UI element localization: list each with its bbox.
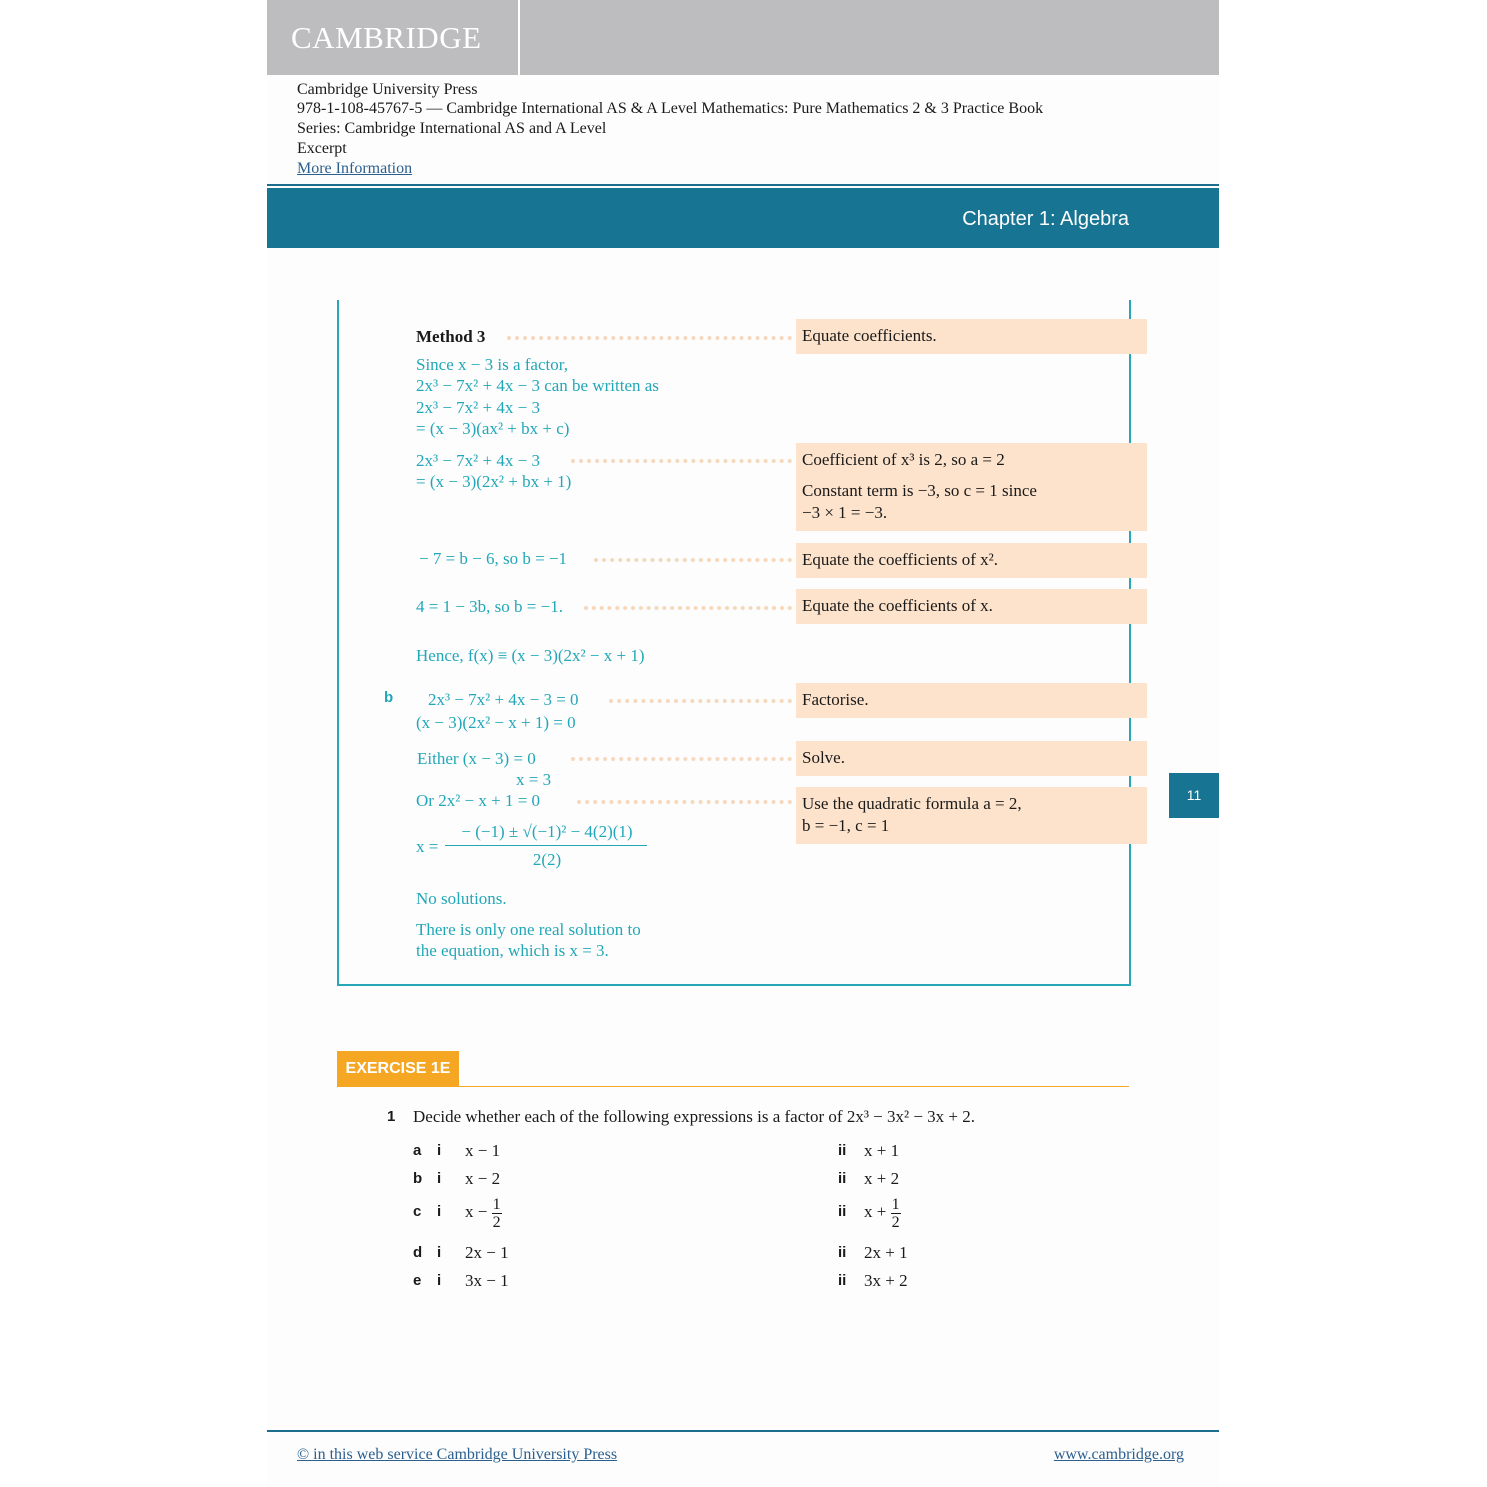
item-expr [864,1192,901,1232]
leader-dots [594,558,792,562]
note-quad-2: b = −1, c = 1 [802,816,890,835]
quadratic-numerator: − (−1) ± √(−1)² − 4(2)(1) [461,822,633,841]
note-constant-2: −3 × 1 = −3. [802,503,888,522]
isbn-title: 978-1-108-45767-5 — Cambridge International AS & A Level Mathematics: Pure Mathematics 2 & 3 Practice Book [297,100,1044,117]
leader-dots [507,336,792,340]
item-roman: i [437,1244,442,1261]
excerpt: Excerpt [297,140,347,157]
item-expr: x − 2 [465,1169,501,1188]
note-quad-1: Use the quadratic formula a = 2, [802,794,1022,813]
item-letter: d [413,1244,423,1261]
chapter-band [267,188,1219,248]
footer-rule [267,1430,1219,1432]
item-roman: ii [838,1272,847,1289]
or-line: Or 2x² − x + 1 = 0 [416,791,541,810]
hence-line: Hence, f(x) ≡ (x − 3)(2x² − x + 1) [416,646,645,665]
conclusion-2: the equation, which is x = 3. [416,941,609,960]
leader-dots [584,606,792,610]
item-letter: c [413,1203,422,1220]
item-expr: 2x − 1 [465,1243,509,1262]
item-expr: x − 1 [465,1141,501,1160]
item-expr: 2x + 1 [864,1243,908,1262]
note-quadratic [796,787,1147,844]
x3-line: x = 3 [516,770,552,789]
question-text: Decide whether each of the following expressions is a factor of 2x³ − 3x² − 3x + 2. [413,1107,976,1126]
b-eq2-line: 4 = 1 − 3b, so b = −1. [416,597,563,616]
header-rule [267,184,1219,186]
page [267,0,1219,1487]
leader-dots [571,459,792,463]
b-eq1-line: − 7 = b − 6, so b = −1 [419,549,568,568]
item-expr-prefix: x + [864,1202,887,1221]
item-roman: ii [838,1170,847,1187]
cambridge-logo: CAMBRIDGE [291,20,482,55]
fraction-bar [445,845,647,846]
fraction-numerator: 1 [891,1195,900,1213]
item-expr: x + 2 [864,1169,900,1188]
eq-b2-line: (x − 3)(2x² − x + 1) = 0 [416,713,576,732]
item-roman: ii [838,1142,847,1159]
note-coef-x3: Coefficient of x³ is 2, so a = 2 [802,450,1005,469]
exercise-rule [459,1086,1129,1087]
exercise-label: EXERCISE 1E [337,1051,459,1087]
eq-b1-line: 2x³ − 7x² + 4x − 3 = 0 [428,690,579,709]
expr1-line: 2x³ − 7x² + 4x − 3 [416,398,540,417]
item-letter: a [413,1142,422,1159]
written-as-line: 2x³ − 7x² + 4x − 3 can be written as [416,376,659,395]
copyright-link[interactable]: © in this web service Cambridge University Press [297,1446,618,1463]
no-solutions: No solutions. [416,889,507,908]
x-equals: x = [416,837,439,856]
quadratic-denominator: 2(2) [532,850,562,869]
part-b-label: b [384,689,394,706]
fraction-numerator: 1 [492,1195,501,1213]
more-information-link[interactable]: More Information [297,160,413,177]
method-title: Method 3 [416,327,486,346]
note-solve: Solve. [796,741,1147,776]
item-roman: i [437,1203,442,1220]
publisher: Cambridge University Press [297,81,478,98]
question-number: 1 [387,1108,396,1125]
since-line: Since x − 3 is a factor, [416,355,568,374]
website-link[interactable]: www.cambridge.org [1053,1446,1184,1463]
item-expr: x + 1 [864,1141,900,1160]
item-roman: i [437,1272,442,1289]
leader-dots [571,757,792,761]
note-equate-x: Equate the coefficients of x. [796,589,1147,624]
note-equate: Equate coefficients. [796,319,1147,354]
item-letter: b [413,1170,423,1187]
brand-divider [518,0,520,75]
series: Series: Cambridge International AS and A Level [297,120,607,137]
page-number-tab: 11 [1169,773,1219,818]
expr2b-line: = (x − 3)(2x² + bx + 1) [416,472,572,491]
item-expr-prefix: x − [465,1202,488,1221]
leader-dots [577,800,792,804]
item-expr [465,1192,502,1232]
expr2-line: 2x³ − 7x² + 4x − 3 [416,451,540,470]
conclusion-1: There is only one real solution to [416,920,641,939]
worked-solution-box [337,300,1131,986]
item-roman: i [437,1170,442,1187]
item-letter: e [413,1272,422,1289]
expr1b-line: = (x − 3)(ax² + bx + c) [416,419,570,438]
item-roman: ii [838,1203,847,1220]
brand-bar [267,0,1219,75]
item-roman: ii [838,1244,847,1261]
fraction-denominator: 2 [891,1213,900,1231]
chapter-title: Chapter 1: Algebra [962,208,1129,230]
note-constant-1: Constant term is −3, so c = 1 since [802,481,1037,500]
fraction [492,1196,502,1231]
item-roman: i [437,1142,442,1159]
note-equate-x2: Equate the coefficients of x². [796,543,1147,578]
note-coefficients [796,443,1147,531]
fraction [891,1196,901,1231]
either-line: Either (x − 3) = 0 [417,749,536,768]
leader-dots [609,699,792,703]
note-factorise: Factorise. [796,683,1147,718]
item-expr: 3x − 1 [465,1271,509,1290]
fraction-denominator: 2 [492,1213,501,1231]
item-expr: 3x + 2 [864,1271,908,1290]
